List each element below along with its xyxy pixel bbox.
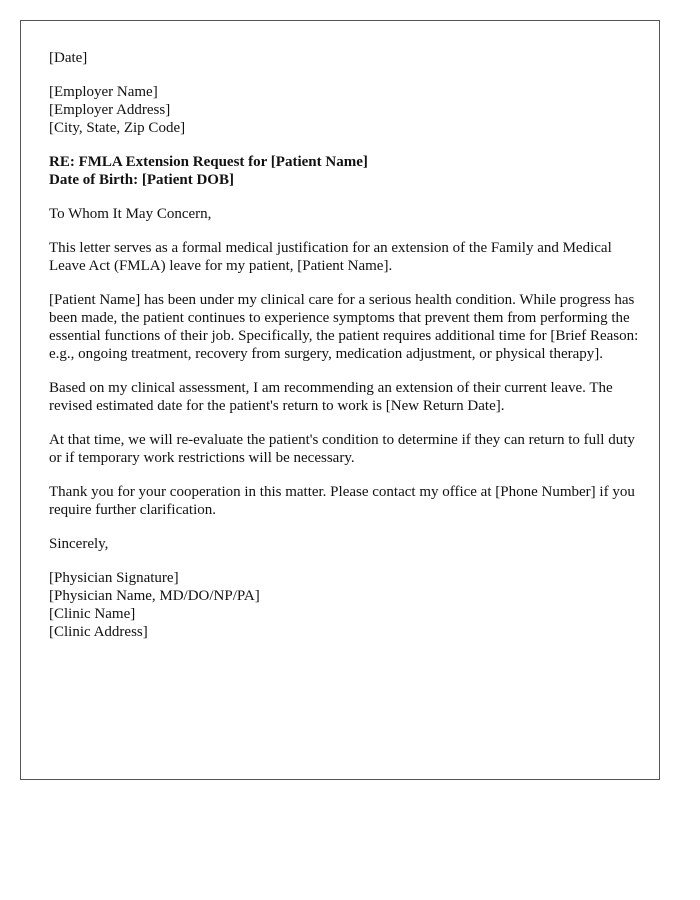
subject-block: [49, 153, 639, 189]
employer-name: [Employer Name]: [49, 84, 158, 100]
paragraph-thanks: Thank you for your cooperation in this matter. Please contact my office at [Phone Number] if you require further clarification.: [49, 484, 635, 518]
physician-name: [Physician Name, MD/DO/NP/PA]: [49, 588, 260, 604]
subject-line: RE: FMLA Extension Request for [Patient Name]: [49, 154, 368, 170]
date-block: [49, 49, 639, 67]
clinic-name: [Clinic Name]: [49, 606, 136, 622]
employer-city-state-zip: [City, State, Zip Code]: [49, 120, 186, 136]
recipient-block: [49, 83, 639, 137]
employer-address: [Employer Address]: [49, 102, 171, 118]
paragraph-condition: [Patient Name] has been under my clinical care for a serious health condition. While progress has been made, the patient continues to experience symptoms that prevent them from performing the essential functions of their job. Specifically, the patient requires additional time for [Brief Reason: e.g., ongoing treatment, recovery from surgery, medication adjustment, or physical therapy].: [49, 292, 639, 362]
patient-dob-line: Date of Birth: [Patient DOB]: [49, 172, 234, 188]
physician-signature: [Physician Signature]: [49, 570, 179, 586]
letter-body: [49, 49, 639, 657]
paragraph-recommendation: Based on my clinical assessment, I am recommending an extension of their current leave. The revised estimated date for the patient's return to work is [New Return Date].: [49, 380, 613, 414]
paragraph-reevaluation: At that time, we will re-evaluate the patient's condition to determine if they can return to full duty or if temporary work restrictions will be necessary.: [49, 432, 635, 466]
signature-block: [49, 569, 639, 641]
paragraph-purpose: This letter serves as a formal medical justification for an extension of the Family and Medical Leave Act (FMLA) leave for my patient, [Patient Name].: [49, 240, 612, 274]
salutation: To Whom It May Concern,: [49, 206, 212, 222]
letter-date: [Date]: [49, 50, 88, 66]
letter-page: [20, 20, 660, 780]
clinic-address: [Clinic Address]: [49, 624, 148, 640]
closing: Sincerely,: [49, 536, 109, 552]
